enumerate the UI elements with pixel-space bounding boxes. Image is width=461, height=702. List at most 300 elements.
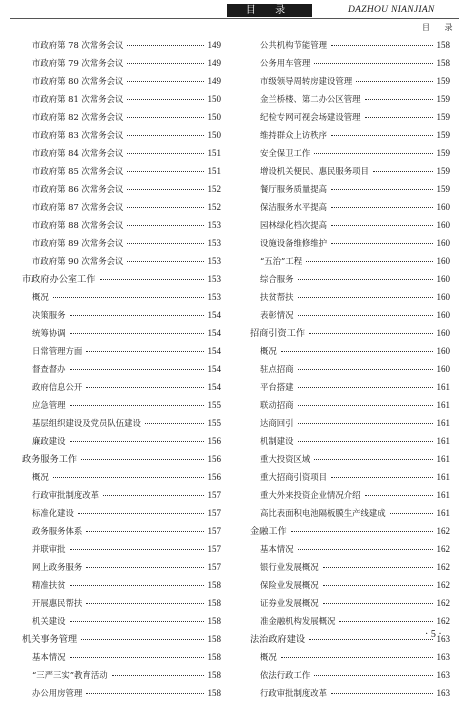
dot-leader [281,656,433,658]
toc-entry[interactable] [250,180,450,198]
journal-name: DAZHOU NIANJIAN [348,5,435,15]
toc-entry-page: 159 [436,76,450,86]
toc-entry-title: 市政府第 87 次常务会议 [32,202,124,212]
toc-entry-page: 159 [436,94,450,104]
toc-entry[interactable] [22,180,221,198]
toc-entry-title: 联动招商 [260,400,294,410]
toc-entry[interactable] [250,612,450,630]
toc-entry[interactable] [22,684,221,702]
toc-entry-title: 日常管理方面 [32,346,83,356]
dot-leader [70,314,204,316]
dot-leader [86,566,203,568]
toc-entry-page: 161 [436,508,450,518]
dot-leader [331,476,433,478]
toc-section-heading[interactable] [22,450,221,468]
toc-entry[interactable] [22,378,221,396]
header-rule [10,18,459,19]
toc-entry-title: 餐厅服务质量提高 [260,184,327,194]
toc-entry-page: 157 [207,544,221,554]
toc-entry-page: 149 [207,58,221,68]
dot-leader [314,458,432,460]
toc-entry-title: 基层组织建设及党员队伍建设 [32,418,141,428]
toc-entry[interactable] [22,504,221,522]
toc-entry[interactable] [250,468,450,486]
toc-entry[interactable] [22,234,221,252]
toc-entry-title: 办公用房管理 [32,688,83,698]
toc-entry-page: 160 [436,292,450,302]
dot-leader [70,656,204,658]
toc-entry[interactable] [250,126,450,144]
toc-entry[interactable] [250,378,450,396]
dot-leader [365,98,433,100]
toc-entry-page: 150 [207,130,221,140]
dot-leader [390,512,433,514]
dot-leader [314,152,432,154]
toc-entry-page: 155 [207,400,221,410]
toc-entry-title: 驻点招商 [260,364,294,374]
toc-entry[interactable] [250,36,450,54]
toc-entry[interactable] [22,306,221,324]
toc-entry-title: 保洁服务水平提高 [260,202,327,212]
toc-entry-title: 依法行政工作 [260,670,311,680]
toc-entry-page: 160 [436,328,450,338]
toc-entry-title: 招商引资工作 [250,328,306,339]
toc-entry-title: 统筹协调 [32,328,66,338]
toc-entry-page: 160 [436,310,450,320]
toc-entry-title: 达商回引 [260,418,294,428]
dot-leader [127,206,203,208]
toc-entry-page: 161 [436,436,450,446]
toc-entry[interactable] [250,684,450,702]
toc-entry[interactable] [250,504,450,522]
toc-entry[interactable] [22,522,221,540]
toc-entry-page: 155 [207,418,221,428]
toc-entry-title: 纪检专网可视会场建设管理 [260,112,361,122]
toc-entry[interactable] [250,270,450,288]
toc-entry-page: 160 [436,274,450,284]
toc-entry-page: 161 [436,490,450,500]
dot-leader [127,242,203,244]
dot-leader [298,386,433,388]
dot-leader [103,494,204,496]
toc-entry-page: 158 [207,688,221,698]
toc-entry[interactable] [250,234,450,252]
toc-entry-title: 行政审批制度改革 [32,490,99,500]
toc-section-heading[interactable] [22,270,221,288]
toc-entry-page: 159 [436,112,450,122]
dot-leader [70,368,204,370]
toc-entry[interactable] [22,612,221,630]
page-number: · 5 · [425,629,442,640]
toc-entry[interactable] [250,540,450,558]
toc-entry-page: 158 [207,670,221,680]
toc-entry-page: 161 [436,454,450,464]
toc-entry-title: 市政府第 78 次常务会议 [32,40,124,50]
toc-entry[interactable] [22,414,221,432]
section-title-tab: 目 录 [227,4,312,17]
toc-entry-page: 163 [436,634,450,644]
toc-entry-page: 153 [207,238,221,248]
dot-leader [70,440,204,442]
toc-entry[interactable] [22,594,221,612]
toc-entry-title: 机制建设 [260,436,294,446]
toc-entry-page: 156 [207,454,221,464]
dot-leader [70,332,204,334]
toc-entry-page: 153 [207,220,221,230]
toc-entry-title: “三严三实”教育活动 [32,670,108,680]
toc-left-column [22,36,221,702]
dot-leader [298,296,433,298]
toc-entry-title: 督查督办 [32,364,66,374]
dot-leader [331,224,433,226]
toc-entry[interactable] [250,72,450,90]
toc-entry[interactable] [250,594,450,612]
toc-entry-title: 市政府第 85 次常务会议 [32,166,124,176]
dot-leader [86,602,203,604]
toc-entry-page: 161 [436,382,450,392]
toc-entry-page: 152 [207,184,221,194]
dot-leader [331,134,433,136]
toc-entry-page: 162 [436,580,450,590]
toc-entry-page: 153 [207,292,221,302]
toc-entry[interactable] [22,432,221,450]
toc-entry-title: 基本情况 [32,652,66,662]
toc-entry[interactable] [250,648,450,666]
dot-leader [306,260,432,262]
toc-entry-page: 151 [207,166,221,176]
toc-entry[interactable] [250,558,450,576]
dot-leader [291,530,433,532]
dot-leader [127,188,203,190]
toc-section-heading[interactable] [250,630,450,648]
dot-leader [81,458,203,460]
toc-entry-page: 158 [436,58,450,68]
toc-entry-page: 153 [207,274,221,284]
dot-leader [298,314,433,316]
running-header [0,0,461,19]
toc-entry[interactable] [250,414,450,432]
toc-entry-page: 158 [436,40,450,50]
dot-leader [314,62,432,64]
toc-entry-title: 概况 [32,472,49,482]
dot-leader [331,206,433,208]
dot-leader [331,692,433,694]
toc-entry[interactable] [250,432,450,450]
dot-leader [127,98,203,100]
toc-entry-title: 开展惠民帮扶 [32,598,83,608]
toc-entry[interactable] [250,360,450,378]
toc-entry-page: 159 [436,148,450,158]
toc-entry-title: 廉政建设 [32,436,66,446]
toc-entry-title: 精准扶贫 [32,580,66,590]
toc-entry-page: 162 [436,526,450,536]
dot-leader [356,80,432,82]
toc-entry-page: 153 [207,256,221,266]
toc-section-heading[interactable] [250,522,450,540]
toc-entry-page: 159 [436,166,450,176]
toc-entry-page: 160 [436,202,450,212]
toc-entry-page: 158 [207,652,221,662]
toc-entry-title: 市政府第 80 次常务会议 [32,76,124,86]
toc-entry-title: 决策服务 [32,310,66,320]
toc-entry[interactable] [22,162,221,180]
toc-entry-page: 162 [436,544,450,554]
toc-entry-title: 网上政务服务 [32,562,83,572]
toc-entry[interactable] [22,72,221,90]
toc-entry-title: 扶贫帮扶 [260,292,294,302]
toc-entry[interactable] [22,288,221,306]
dot-leader [81,638,203,640]
dot-leader [127,44,203,46]
toc-entry-title: 机关建设 [32,616,66,626]
dot-leader [53,296,204,298]
toc-entry-title: 市政府第 88 次常务会议 [32,220,124,230]
dot-leader [309,332,432,334]
toc-entry[interactable] [250,162,450,180]
toc-entry[interactable] [22,126,221,144]
toc-entry[interactable] [250,108,450,126]
toc-entry-title: 市级领导周转房建设管理 [260,76,353,86]
toc-label: 目 录 [422,23,459,32]
toc-entry[interactable] [22,216,221,234]
toc-entry-title: 应急管理 [32,400,66,410]
toc-entry-title: 市政府第 89 次常务会议 [32,238,124,248]
toc-entry-page: 152 [207,202,221,212]
toc-entry[interactable] [250,486,450,504]
dot-leader [145,422,204,424]
toc-entry-page: 154 [207,382,221,392]
dot-leader [331,188,433,190]
toc-entry-title: 银行业发展概况 [260,562,319,572]
toc-entry-title: 公务用车管理 [260,58,311,68]
dot-leader [70,584,204,586]
toc-entry-title: 概况 [260,652,277,662]
toc-entry[interactable] [22,468,221,486]
toc-entry-title: 证券业发展概况 [260,598,319,608]
dot-leader [127,134,203,136]
dot-leader [70,548,204,550]
toc-entry-title: 保险业发展概况 [260,580,319,590]
toc-entry[interactable] [250,198,450,216]
dot-leader [339,620,432,622]
toc-entry-page: 163 [436,688,450,698]
dot-leader [298,548,433,550]
toc-entry-page: 159 [436,130,450,140]
toc-entry-page: 149 [207,40,221,50]
toc-entry[interactable] [250,450,450,468]
dot-leader [127,224,203,226]
toc-entry-title: 平台搭建 [260,382,294,392]
toc-entry-page: 161 [436,400,450,410]
toc-entry-title: 重大外来投资企业情况介绍 [260,490,361,500]
toc-entry-title: 表彰情况 [260,310,294,320]
toc-entry[interactable] [22,90,221,108]
toc-entry-page: 159 [436,184,450,194]
toc-right-column [250,36,450,702]
toc-entry[interactable] [22,144,221,162]
toc-entry-title: 基本情况 [260,544,294,554]
toc-entry-title: 市政府第 79 次常务会议 [32,58,124,68]
toc-entry-title: 准金融机构发展概况 [260,616,336,626]
dot-leader [298,404,433,406]
toc-entry-title: 市政府第 81 次常务会议 [32,94,124,104]
toc-entry-page: 161 [436,472,450,482]
toc-entry-title: 增设机关便民、惠民服务项目 [260,166,369,176]
toc-entry[interactable] [250,288,450,306]
toc-entry[interactable] [250,144,450,162]
toc-entry[interactable] [250,576,450,594]
toc-entry[interactable] [22,108,221,126]
dot-leader [100,278,204,280]
toc-entry[interactable] [22,576,221,594]
toc-entry-page: 158 [207,598,221,608]
toc-entry-title: 标准化建设 [32,508,74,518]
dot-leader [70,620,204,622]
toc-entry-page: 160 [436,238,450,248]
toc-entry-title: 政务服务体系 [32,526,83,536]
toc-entry-page: 154 [207,328,221,338]
toc-entry[interactable] [250,252,450,270]
toc-entry-page: 158 [207,634,221,644]
toc-entry-page: 156 [207,436,221,446]
toc-entry[interactable] [22,666,221,684]
toc-entry-page: 154 [207,364,221,374]
toc-entry-title: 机关事务管理 [22,634,78,645]
dot-leader [323,584,433,586]
dot-leader [323,566,433,568]
toc-entry[interactable] [22,540,221,558]
toc-entry-page: 156 [207,472,221,482]
dot-leader [86,386,203,388]
toc-entry-title: 高比表面积电池隔板膜生产线建成 [260,508,386,518]
toc-entry-page: 163 [436,652,450,662]
toc-entry-title: 设施设备维修维护 [260,238,327,248]
toc-entry-page: 150 [207,94,221,104]
toc-entry-title: 政务服务工作 [22,454,78,465]
toc-entry-page: 161 [436,418,450,428]
toc-entry[interactable] [250,342,450,360]
toc-entry-title: 园林绿化档次提高 [260,220,327,230]
dot-leader [127,170,203,172]
toc-entry-page: 163 [436,670,450,680]
toc-entry[interactable] [22,198,221,216]
dot-leader [281,350,433,352]
dot-leader [298,440,433,442]
toc-entry-title: 并联审批 [32,544,66,554]
toc-entry-title: 维持群众上访秩序 [260,130,327,140]
toc-entry-title: 重大投资区域 [260,454,311,464]
toc-entry-title: 行政审批制度改革 [260,688,327,698]
toc-section-heading[interactable] [22,630,221,648]
toc-entry-page: 158 [207,580,221,590]
toc-entry-title: 政府信息公开 [32,382,83,392]
toc-section-heading[interactable] [250,324,450,342]
dot-leader [127,116,203,118]
toc-entry[interactable] [250,666,450,684]
dot-leader [331,44,433,46]
toc-entry-title: 市政府第 82 次常务会议 [32,112,124,122]
toc-entry-title: 综合服务 [260,274,294,284]
dot-leader [127,260,203,262]
dot-leader [298,278,433,280]
toc-entry[interactable] [22,54,221,72]
dot-leader [298,422,433,424]
toc-entry-title: 市政府第 84 次常务会议 [32,148,124,158]
toc-entry-title: 公共机构节能管理 [260,40,327,50]
toc-entry-title: 市政府第 83 次常务会议 [32,130,124,140]
dot-leader [112,674,204,676]
toc-entry[interactable] [22,342,221,360]
toc-entry-page: 154 [207,310,221,320]
dot-leader [70,404,204,406]
toc-entry[interactable] [250,306,450,324]
toc-entry[interactable] [22,648,221,666]
toc-entry-page: 154 [207,346,221,356]
dot-leader [127,80,203,82]
dot-leader [53,476,204,478]
toc-entry[interactable] [22,36,221,54]
toc-entry[interactable] [22,396,221,414]
dot-leader [331,242,433,244]
dot-leader [298,368,433,370]
toc-entry[interactable] [22,252,221,270]
dot-leader [323,602,433,604]
toc-entry-page: 149 [207,76,221,86]
toc-entry[interactable] [22,558,221,576]
toc-entry-title: 概况 [32,292,49,302]
toc-entry-title: 法治政府建设 [250,634,306,645]
toc-entry-page: 157 [207,490,221,500]
toc-entry[interactable] [250,90,450,108]
dot-leader [365,494,433,496]
toc-entry-page: 157 [207,508,221,518]
dot-leader [86,530,203,532]
toc-entry[interactable] [22,324,221,342]
toc-entry[interactable] [22,486,221,504]
toc-entry-title: 金融工作 [250,526,287,537]
toc-entry-title: 市政府办公室工作 [22,274,96,285]
toc-entry[interactable] [22,360,221,378]
dot-leader [78,512,204,514]
toc-entry-page: 150 [207,112,221,122]
toc-entry-page: 162 [436,562,450,572]
toc-entry-page: 162 [436,598,450,608]
toc-entry-page: 160 [436,346,450,356]
toc-entry-page: 158 [207,616,221,626]
toc-entry-page: 160 [436,364,450,374]
dot-leader [373,170,433,172]
dot-leader [314,674,432,676]
toc-entry-page: 151 [207,148,221,158]
toc-entry-title: 概况 [260,346,277,356]
dot-leader [86,692,203,694]
toc-entry-page: 157 [207,562,221,572]
toc-entry-title: 市政府第 86 次常务会议 [32,184,124,194]
dot-leader [309,638,432,640]
toc-entry-title: 金兰桥楼、第二办公区管理 [260,94,361,104]
toc-entry[interactable] [250,54,450,72]
toc-entry[interactable] [250,216,450,234]
toc-entry[interactable] [250,396,450,414]
toc-entry-title: 市政府第 90 次常务会议 [32,256,124,266]
toc-entry-title: “五治”工程 [260,256,303,266]
toc-entry-page: 162 [436,616,450,626]
toc-entry-title: 重大招商引资项目 [260,472,327,482]
toc-entry-page: 157 [207,526,221,536]
toc-entry-title: 安全保卫工作 [260,148,311,158]
dot-leader [86,350,203,352]
dot-leader [365,116,433,118]
